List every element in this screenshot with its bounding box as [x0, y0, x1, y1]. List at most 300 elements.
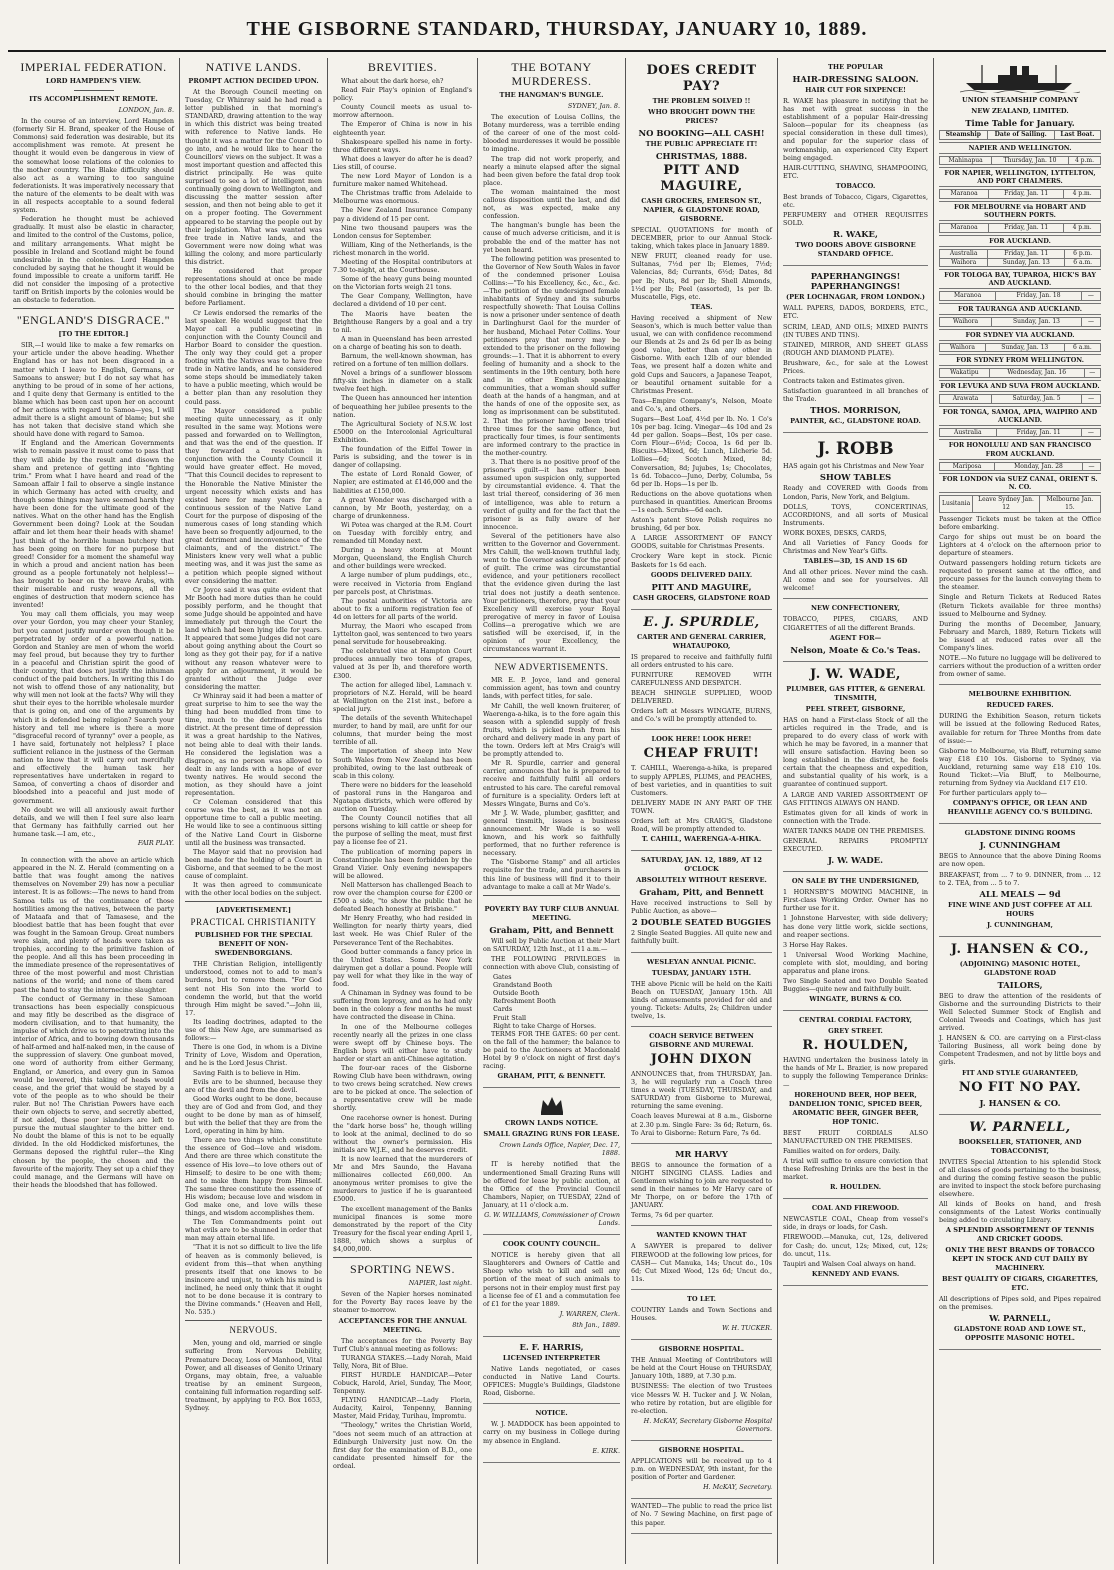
- ad-paragraph: THE above Picnic will be held on the Kaiti Beach on TUESDAY, January 15th. All kinds of amusements provided for old and young. Tickets: Adults, 2s; Children under twelve, 1s.: [631, 979, 772, 1020]
- article-paragraph: The County Council notifies that all persons wishing to kill cattle or sheep for the purpose of selling the meat, must first pay a license fee of 21.: [333, 814, 472, 847]
- article-paragraph: There are two things which constitute the essence of God—love and wisdom. And there are three which constitute the essence of His love—to love others out of Himself; to desire to be one with them; and to make them happy from Himself. The same three constitute the essence of His wisdom; because love and wisdom in God make one, and love wills these things, and wisdom accomplishes them.: [185, 1136, 322, 1218]
- article-paragraph: Mr Henry Freathy, who had resided in Wellington for nearly thirty years, died last week. He was Chief Ruler of the Perseverance Tent of the Rechabites.: [333, 914, 472, 947]
- table-row: [940, 190, 1101, 199]
- ad-paragraph: Terms, 7s 6d per quarter.: [631, 1211, 714, 1220]
- article-paragraph: During a heavy storm at Mount Morgan, Queensland, the English Church and other buildings were wrecked.: [333, 546, 472, 571]
- ad-paragraph: Contracts taken and Estimates given.: [783, 377, 905, 386]
- ad-text: [631, 1306, 772, 1322]
- article-paragraph: He considered that proper representations should at once be made to the other local bodies, and that they should combine in bringing the matter before Parliament.: [185, 267, 322, 308]
- ad-subtitle: (PER LOCHNAGAR, FROM LONDON.): [785, 293, 926, 302]
- ad-line: FIT AND STYLE GUARANTEED,: [961, 1068, 1079, 1077]
- table-cell: 4 p.m.: [1064, 224, 1101, 233]
- ad-firm: PITT AND MAGUIRE,: [660, 163, 743, 194]
- masthead: [8, 8, 1106, 52]
- table-cell: —: [1081, 292, 1100, 301]
- article-paragraph: Nine two thousand paupers was the London census for September.: [333, 223, 472, 240]
- ad-text: [783, 484, 928, 555]
- article-body: [185, 960, 322, 1316]
- article-paragraph: A man in Queensland has been arrested on a charge of beating his son to death.: [333, 334, 472, 351]
- ad-paragraph: T. CAHILL, Waerenga-a-hika, is prepared to supply APPLES, PLUMS, and PEACHES, of best varieties, and in quantities to suit Customers.: [631, 764, 772, 797]
- ad-line: THE PUBLIC APPRECIATE IT!: [645, 140, 758, 148]
- article-paragraph: Good Works ought to be done, because they are of God and from God, and they ought to be done by man as of himself, but with the belief that they are from the Lord, operating in him by him.: [185, 1094, 322, 1136]
- article-paragraph: The importation of sheep into New South Wales from New Zealand has been prohibited, owing to the last outbreak of scab in this colony.: [333, 747, 472, 780]
- signature: FAIR PLAY.: [137, 838, 174, 847]
- ad-paragraph: NEW FRUIT, cleaned ready for use. Sultanas, 7½d per lb; Elemes, 7½d; Valencias, 8d; Currants, 6½d; Dates, 8d per lb; Nuts, 8d per lb; Shell Almonds, 1½d per lb; Peel (assorted), 1s per lb. Muscatelle, Figs, etc.: [631, 252, 772, 301]
- table-cell: Australia: [940, 428, 997, 437]
- ad-subtitle: LICENSED INTERPRETER: [502, 1354, 601, 1362]
- ad-text: [783, 1129, 928, 1182]
- article-paragraph: What about the dark horse, eh?: [341, 77, 444, 85]
- table-cell: Melbourne Jan. 15.: [1039, 496, 1100, 512]
- article-paragraph: The excellent management of the Banks municipal finances is some more demonstrated by the report of the City Treasury for the fiscal year ending April 1, 1888, which shows a surplus of $4,000,000.: [333, 1204, 472, 1254]
- article-paragraph: What does a lawyer do after he is dead? Lies still, of course.: [333, 154, 472, 171]
- steamship-icon: [960, 63, 1080, 93]
- table-row: [940, 369, 1101, 378]
- ad-headline: CHEAP FRUIT!: [643, 746, 760, 762]
- ad-text: [631, 1502, 772, 1526]
- ad-line: WHO BROUGHT DOWN THE PRICES?: [648, 108, 755, 125]
- ad-paragraph: HAVING undertaken the business lately in the hands of Mr L. Brazier, is now prepared to supply the following Temperance Drinks:—: [783, 1056, 928, 1089]
- column-header: Last Boat.: [1054, 131, 1100, 140]
- article-paragraph: "Theology," writes the Christian World, "does not seem much of an attraction at Edinburgh University just now. On the first day for the examination of B.D., one candidate presented himself for the ordeal.: [333, 1421, 472, 1470]
- article-body: [13, 117, 174, 304]
- divider: [185, 901, 322, 902]
- timetable: [939, 130, 1101, 140]
- table-cell: Leave Sydney Jan. 12: [973, 496, 1040, 512]
- ad-title: DOES CREDIT PAY?: [646, 63, 757, 94]
- ad-wesleyan-picnic: [631, 953, 772, 1027]
- ad-line: A SPLENDID ASSORTMENT OF TENNIS AND CRICKET GOODS.: [945, 1226, 1095, 1244]
- article-paragraph: The celebrated vine at Hampton Court produces annually two tons of grapes, valued at 3s per lb, and therefore worth £300.: [333, 647, 472, 680]
- table-cell: Maranoa: [940, 224, 989, 233]
- sailing-table: [939, 291, 1101, 301]
- ad-title: ON SALE BY THE UNDERSIGNED,: [791, 877, 920, 886]
- ad-paragraph: Orders left at Messrs WINGATE, BURNS, and Co.'s will be promptly attended to.: [631, 707, 772, 724]
- ad-paragraph: Have received instructions to Sell by Public Auction, as above—: [631, 899, 772, 916]
- table-row: [940, 395, 1101, 404]
- ad-text: [783, 193, 928, 227]
- article-paragraph: THE Christian Religion, intelligently understood, comes not to add to man's burdens, but to remove them. "For God sent not His Son into the world to condemn the world, but that the world through Him might be saved."—John iii, 17.: [185, 960, 322, 1017]
- article-paragraph: No doubt we will all anxiously await further details, and we will then I feel sure also learn that Germany has faithfully carried out her humane task.—I am, etc.,: [13, 805, 174, 838]
- ad-paragraph: 1 Universal Wood Working Machine, complete with slot, moulding, and boring apparatus and plane irons.: [783, 950, 928, 975]
- ad-signature: J. W. WADE.: [827, 855, 883, 866]
- sailing-table: [939, 249, 1101, 267]
- ad-title: COAL AND FIREWOOD.: [811, 1204, 900, 1213]
- ad-subtitle: BOOKSELLER, STATIONER, AND TOBACCONIST,: [958, 1137, 1082, 1155]
- table-cell: Friday, Jan. 18: [996, 292, 1082, 301]
- ad-text: [939, 1295, 1101, 1311]
- article-paragraph: The woman maintained the most callous disposition until the last, and did not, as was expected, make any confession.: [483, 187, 620, 221]
- timetable-header: [940, 131, 1101, 140]
- ad-text: [631, 929, 772, 945]
- article-paragraph: The Mayor considered a public meeting quite unnecessary, as it only resulted in the same way. Motions were passed and forwarded on to Wellington, and that was the end of the question. If they forwarded a resolution in conjunction with the County Council it would have greater effect. He moved, "That this Council decides to represent to the Honorable the Native Minister the urgent necessity which exists and has existed here for many years for a continuous session of the Native Land Court for the purpose of disposing of the numerous cases of long standing which have been so frequently adjourned, to the great detriment and inconvenience of the claimants, and of the district." The Ministers knew very well what a public meeting was, and it was just the same as a petition which people signed without ever considering the matter.: [185, 406, 322, 585]
- ad-paragraph: Will sell by Public Auction at their Mart on SATURDAY, 12th Inst., at 11 a.m.—: [483, 936, 620, 953]
- sailing-table: [939, 495, 1101, 512]
- article-body: [13, 856, 174, 1189]
- article-paragraph: Some of the heavy guns being mounted on the Victorian forts weigh 21 tons.: [333, 275, 472, 292]
- list-item: Outside Booth: [493, 989, 540, 998]
- ad-subtitle: SMALL GRAZING RUNS FOR LEASE.: [483, 1130, 620, 1139]
- ad-paragraph: All descriptions of Pipes sold, and Pipes repaired on the premises.: [939, 1295, 1101, 1312]
- ad-title: COACH SERVICE BETWEEN GISBORNE AND MUREWAI.: [649, 1032, 754, 1049]
- column-5: [626, 58, 778, 1564]
- divider: [74, 90, 114, 91]
- article-paragraph: The Ten Commandments point out what evils are to be shunned in order that man may attain eternal life.: [185, 1218, 322, 1243]
- ad-line: HOREHOUND BEER, HOP BEER, DANDELION TONIC, SPICED BEER, AROMATIC BEER, GINGER BEER, HOP TONIC.: [788, 1090, 923, 1126]
- ad-text: [939, 515, 1101, 679]
- table-cell: Monday, Jan. 28: [995, 462, 1083, 471]
- article-paragraph: Seven of the Napier horses nominated for the Poverty Bay races leave by the steamer to-morrow.: [333, 1290, 472, 1315]
- table-cell: Friday, Jan. 11: [988, 249, 1065, 258]
- sailing-destination: FOR TOLOGA BAY, TUPAROA, HICK'S BAY AND AUCKLAND.: [939, 269, 1101, 289]
- ad-singing-class: [631, 1144, 772, 1227]
- ad-headline: 2 DOUBLE SEATED BUGGIES: [631, 917, 772, 928]
- ad-paragraph: Cargo for ships out must be on board the Lighters at 4 o'clock on the afternoon prior to departure of steamers.: [939, 532, 1101, 557]
- ad-dining-rooms: [939, 824, 1101, 936]
- ad-title: GISBORNE HOSPITAL.: [658, 1446, 745, 1454]
- ad-paragraph: A SAWYER is prepared to deliver FIREWOOD at the following low prices, for CASH— Cut Manuka, 14s; Uncut do., 10s 6d; Cut Mixed Wood, 12s 6d; Uncut do., 11s.: [631, 1242, 772, 1283]
- article-paragraph: The details of the seventh Whitechapel murder, to hand by mail, are unfit for our columns, that murder being the most terrible of all.: [333, 714, 472, 747]
- table-cell: Sunday, Jan. 13: [985, 343, 1064, 352]
- editor-tag: [TO THE EDITOR.]: [58, 330, 129, 339]
- article-paragraph: The Queen has announced her intention of bequeathing her jubilee presents to the nation.: [333, 394, 472, 419]
- divider: [13, 308, 174, 309]
- ad-paragraph: Gisborne to Melbourne, via Bluff, returning same way £18 £10 10s. Gisborne to Sydney, via Auckland, returning same way £18 £10 10s. Round Ticket:—Via Bluff, to Melbourne, returning from Sydney via Auckland £17 £10.: [939, 746, 1101, 788]
- divider: [185, 1320, 322, 1321]
- ad-text: [631, 764, 772, 833]
- article-paragraph: A great Wonder was discharged with a cannon, by Mr Booth, yesterday, on a charge of drunkenness.: [333, 495, 472, 520]
- article-body: [185, 88, 322, 897]
- table-cell: Waihora: [940, 343, 986, 352]
- ad-signature: J. WARREN, Clerk.: [559, 1309, 620, 1318]
- ad-coach-service: [631, 1027, 772, 1144]
- ad-interpreter: [483, 1337, 620, 1404]
- ad-hair-saloon: [783, 58, 928, 266]
- article-paragraph: The action for alleged libel, Lamnach v. proprietors of N.Z. Herald, will be heard at Wellington on the 21st inst., before a special jury.: [333, 680, 472, 713]
- column-6: [778, 58, 934, 1564]
- ad-paragraph: WORK BOXES, DESKS, CARDS,: [783, 528, 887, 537]
- article-paragraph: Saving Faith is to believe in Him.: [193, 1068, 301, 1077]
- list-item: Cards: [493, 1005, 513, 1014]
- article-body: [333, 1337, 472, 1471]
- masthead-title: THE GISBORNE STANDARD, THURSDAY, JANUARY 10, 1889.: [246, 17, 868, 40]
- ad-line: BEST QUALITY OF CIGARS, CIGARETTES, ETC.: [941, 1275, 1098, 1293]
- ad-paragraph: HAS on hand a First-class Stock of all the articles required in the Trade, and is prepared to do every class of work with which he may be favored, in a manner that will ensure satisfaction. Having been so long established in the district, he feels certain that the cheapness and expedition, and substantial quality of his work, is a guarantee of continued support.: [783, 715, 928, 789]
- ad-signature: J. HANSEN & CO.: [979, 1097, 1061, 1108]
- table-cell: Friday, Jan. 11: [989, 224, 1064, 233]
- ad-notice: [483, 1404, 620, 1462]
- sailing-table: [939, 189, 1101, 199]
- ad-title: CROWN LANDS NOTICE.: [504, 1119, 599, 1128]
- article-paragraph: The estate of Lord Ronald Gower, of Napier, are estimated at £146,000 and the liabilities at £150,000.: [333, 470, 472, 495]
- column-4: [478, 58, 626, 1564]
- table-cell: Arawata: [940, 395, 992, 404]
- ad-title: NEW CONFECTIONERY,: [811, 604, 900, 613]
- article-paragraph: One racehorse owner is honest. During the "dark horse boss" he, though willing to look at the animal, declined to do so without the owner's permission. His initials are W.J.E., and he deserves credit.: [333, 1113, 472, 1154]
- sailing-destination: FOR MELBOURNE via HOBART AND SOUTHERN PORTS.: [939, 201, 1101, 221]
- ad-line: FINE WINE AND JUST COFFEE AT ALL HOURS: [948, 900, 1092, 918]
- ad-cordial-factory: [783, 1011, 928, 1199]
- table-row: [940, 318, 1101, 327]
- ad-text: [483, 1251, 620, 1308]
- ad-text: [783, 568, 928, 592]
- ad-paragraph: THE Annual Meeting of Contributors will be held at the Court House on THURSDAY, January 10th, 1889, at 7.30 p.m.: [631, 1356, 772, 1381]
- ad-paragraph: And all Varieties of Fancy Goods for Christmas and New Year's Gifts.: [783, 539, 928, 556]
- ad-firm: R. HOULDEN,: [802, 1038, 909, 1054]
- ad-address: PAINTER, &C., GLADSTONE ROAD.: [790, 417, 921, 426]
- ad-paragraph: Taupiri and Walsen Coal always on hand.: [783, 1259, 916, 1268]
- ad-paragraph: BEG to draw the attention of the residents of Gisborne and the surrounding Districts to their Well Selected Summer Stock of English and Colonial Tweeds and Coatings, which has just arrived.: [939, 991, 1101, 1033]
- ad-line: THE POPULAR: [827, 63, 884, 71]
- article-title-practical-christianity: PRACTICAL CHRISTIANITY: [190, 917, 317, 928]
- article-paragraph: Cr Whinray said it had been a matter of great surprise to him to see the way the thing had been muddled from time to time, much to the detriment of this district. At the present time of depression it was a great hardship to the Natives, not being able to deal with their lands. He considered the legislation was a disgrace, as no person was allowed to dealt in any lands with a hope of ever twenty natives. He would second the motion, as they should have a joint representation.: [185, 691, 323, 798]
- ad-paragraph: 1 Johnstone Harvester, with side delivery; has done very little work, sickle sections, and reaper sections.: [783, 914, 928, 939]
- ad-title: WESLEYAN ANNUAL PICNIC.: [646, 957, 757, 966]
- article-subhead: ACCEPTANCES FOR THE ANNUAL MEETING.: [338, 1316, 467, 1334]
- ad-line: AGENT FOR—: [829, 633, 882, 642]
- ad-line: TABLES—3D, 1S AND 1S 6D: [803, 557, 908, 566]
- article-subhead: THE HANGMAN'S BUNGLE.: [499, 91, 604, 99]
- ad-signature: THOS. MORRISON,: [810, 405, 901, 416]
- ad-signature: W. H. TUCKER.: [722, 1324, 772, 1333]
- article-body: [483, 113, 620, 653]
- column-3: [328, 58, 478, 1564]
- ad-paragraph: Estimates given for all kinds of work in connection with the Trade.: [783, 808, 928, 825]
- ad-line: ABSOLUTELY WITHOUT RESERVE.: [636, 876, 767, 885]
- table-cell: Lusitania: [940, 496, 973, 512]
- ad-firm: J. ROBB: [817, 439, 894, 460]
- article-paragraph: Good butter commands a fancy price in the United States. Some New York dairymen get a dollar a pound. People will pay well for what they like in the way of food.: [333, 947, 472, 989]
- article-body: [13, 341, 174, 838]
- sailings-list: [939, 142, 1101, 513]
- article-paragraph: Its leading doctrines, adapted to the use of this New Age, are summarised as follows:—: [185, 1017, 322, 1043]
- ad-paragraph: Orders left at Mrs CRAIG'S, Gladstone Road, will be promptly attended to.: [631, 816, 772, 834]
- ad-text: [631, 1457, 772, 1481]
- article-subhead: PUBLISHED FOR THE SPECIAL BENEFIT OF NON-SWEDENBORGIANS.: [194, 931, 313, 958]
- ad-signature: GRAHAM, PITT, & BENNETT.: [497, 1072, 606, 1081]
- article-paragraph: The acceptances for the Poverty Bay Turf Club's annual meeting as follows:: [333, 1336, 472, 1353]
- ad-firm: J. W. WADE,: [810, 666, 901, 682]
- ad-subtitle: CASH GROCERS, EMERSON ST., NAPIER, & GLADSTONE ROAD, GISBORNE.: [641, 197, 762, 223]
- list-item: Gates: [493, 973, 512, 982]
- ad-headline: TAILORS,: [997, 979, 1043, 990]
- ad-line: ALL MEALS — 9d: [979, 888, 1061, 899]
- ad-line: GOODS DELIVERED DAILY.: [650, 570, 753, 579]
- ad-parnell: [939, 1115, 1101, 1351]
- ad-line: CHRISTMAS, 1888.: [655, 151, 748, 161]
- ad-text: [783, 716, 928, 854]
- ad-text: [631, 1242, 772, 1282]
- ad-paragraph: APPLICATIONS will be received up to 4 p.m. on WEDNESDAY, 9th instant, for the position of Porter and Gardener.: [631, 1457, 772, 1482]
- ad-paperhangings: [783, 266, 928, 433]
- ad-title: NOTICE.: [535, 1409, 568, 1418]
- ad-paragraph: R. WAKE has pleasure in notifying that he has met with great success in the establishment of a popular Hair-dressing Saloon—popular for its cheapness (as special consideration in these dull times), and popular for the superior class of workmanship, an experienced City Expert being engaged.: [783, 97, 928, 162]
- ad-title: GISBORNE HOSPITAL.: [658, 1345, 745, 1354]
- table-row: [940, 292, 1101, 301]
- ad-paragraph: 2 Single Seated Buggies. All quite new and faithfully built.: [631, 929, 772, 946]
- ad-title: TO LET.: [687, 1294, 716, 1303]
- ad-hospital-meeting: [631, 1340, 772, 1441]
- sailing-table: [939, 343, 1101, 353]
- article-paragraph: TURANGA STAKES.—Lady Norah, Maid Telly, Nora, Bit of Blue.: [333, 1353, 472, 1370]
- ad-text: [631, 899, 772, 915]
- article-paragraph: Mr R. Spurdle, carrier and general carrier, announces that he is prepared to receive and faithfully fulfil all orders entrusted to his care. The careful removal of furniture is a speciality. Orders left at Messrs Wingate, Burns and Co's.: [483, 759, 620, 808]
- ad-title: MELBOURNE EXHIBITION.: [968, 690, 1072, 699]
- column-header: Date of Sailing.: [987, 131, 1054, 140]
- table-cell: Maranoa: [940, 292, 996, 301]
- article-title-botany-murderess: THE BOTANY MURDERESS.: [511, 60, 592, 88]
- ad-paragraph: Native Lands negotiated, or cases conducted in Native Land Courts. OFFICES: Muggle's Buildings, Gladstone Road, Gisborne.: [483, 1365, 620, 1398]
- ad-on-sale: [783, 872, 928, 1011]
- article-title-nervous: NERVOUS.: [229, 1325, 278, 1336]
- ad-line: Nelson, Moate & Co.'s Teas.: [790, 644, 921, 655]
- dateline: LONDON, Jan. 8.: [118, 106, 174, 114]
- table-cell: 4 p.m.: [1068, 156, 1100, 165]
- table-cell: 4 p.m.: [1064, 190, 1101, 199]
- article-paragraph: It was then agreed to communicate with the other local bodies on the subject.: [185, 881, 322, 898]
- ad-headline: SHOW TABLES: [819, 472, 892, 483]
- ad-paragraph: Reductions on the above quotations when purchased in quantities. American Brooms—1s each. Scrubs—6d each.: [631, 489, 772, 514]
- ad-paragraph: Brushware, &c., for sale at the Lowest Prices.: [783, 358, 928, 375]
- ad-address: TWO DOORS ABOVE GISBORNE STANDARD OFFICE.: [795, 241, 916, 259]
- ad-title: GLADSTONE DINING ROOMS: [964, 829, 1076, 838]
- sailing-destination: FOR TAURANGA AND AUCKLAND.: [939, 303, 1101, 315]
- article-body: [185, 1339, 322, 1412]
- ad-hospital-applications: [631, 1441, 772, 1499]
- ad-paragraph: Ready and COVERED with Goods from London, Paris, New York, and Belgium.: [783, 484, 928, 501]
- ad-text: [783, 888, 928, 993]
- article-paragraph: The Emperor of China is now in his eighteenth year.: [333, 120, 472, 137]
- ad-address: GREY STREET.: [828, 1027, 883, 1036]
- table-cell: Saturday, Jan. 5: [991, 395, 1081, 404]
- article-title-imperial-federation: IMPERIAL FEDERATION.: [20, 60, 167, 74]
- ad-county-council: [483, 1235, 620, 1337]
- ad-pitt-maguire: [631, 58, 772, 610]
- article-paragraph: The foundation of the Eiffel Tower in Paris is subsiding, and the tower is in danger of collapsing.: [333, 445, 472, 470]
- ad-headline: PAPERHANGINGS! PAPERHANGINGS!: [810, 271, 901, 292]
- article-paragraph: Barnum, the well-known showman, has retired on a fortune of ten million dollars.: [333, 352, 472, 369]
- table-cell: —: [1081, 428, 1100, 437]
- article-paragraph: Cr Joyce said it was quite evident that Mr Booth had more duties than he could possibly perform, and he thought that some Judge should be appointed and have immediately put through the Court the land which had been lying idle for years. It appeared that some Judges did not care about going anything about the Court so long as they got their pay, for if a native without any reason whatever were to apply for an adjournment, it would be granted without the Judge ever considering the matter.: [185, 585, 322, 691]
- ad-signature: T. CAHILL, WAERENGA-A-HIKA.: [641, 835, 762, 844]
- ad-signature: R. HOULDEN.: [829, 1183, 882, 1192]
- sailing-destination: FOR NAPIER, WELLINGTON, LYTTELTON, AND PORT CHALMERS.: [939, 167, 1101, 187]
- table-row: [940, 258, 1101, 267]
- table-cell: —: [1082, 462, 1100, 471]
- article-paragraph: The New Zealand Insurance Company pay a dividend of 15 per cent.: [333, 206, 472, 223]
- ad-paragraph: Having received a shipment of New Season's, which is much better value than usual, we can with confidence recommend our Blends at 2s and 2s 6d per lb as being good value, better than any other in Gisborne. With each 12lb of our blended Teas, we present half a dozen white and gold Cups and Saucers, a Japanese Teapot, or beautiful ornament suitable for a Christmas Present.: [631, 313, 772, 395]
- ad-text: [631, 980, 772, 1020]
- columns: [8, 58, 1106, 1564]
- ad-paragraph: HAS again got his Christmas and New Year: [783, 462, 924, 471]
- table-cell: 6 p.m.: [1065, 249, 1101, 258]
- list-item: Grandstand Booth: [493, 981, 553, 990]
- ad-firm: JOHN DIXON: [650, 1052, 753, 1067]
- ad-firm: Graham, Pitt, and Bennett: [639, 887, 764, 898]
- ad-title: LOOK HERE! LOOK HERE!: [651, 735, 752, 744]
- article-paragraph: Nell Matterson has challenged Beach to row over the champion course for £200 or £500 a side, "to show the public that he defeated Beach honestly at Brisbane.": [333, 880, 472, 914]
- ad-address: (ADJOINING) MASONIC HOTEL, GLADSTONE ROAD: [959, 959, 1081, 977]
- table-row: [940, 156, 1101, 165]
- ad-subhead: TEAS.: [690, 302, 713, 311]
- ad-paragraph: A LARGE AND VARIED ASSORTMENT OF GAS FITTINGS ALWAYS ON HAND.: [783, 790, 928, 807]
- article-paragraph: A large number of plum puddings, etc., were received in Victoria from England per parcels post, at Christmas.: [333, 571, 472, 596]
- sailing-destination: FOR TONGA, SAMOA, APIA, WAIPIRO AND AUCKLAND.: [939, 406, 1101, 426]
- article-paragraph: Read Fair Play's opinion of England's policy.: [333, 86, 472, 103]
- ad-melbourne-exhibition: [939, 685, 1101, 824]
- ad-paragraph: For further particulars apply to—: [939, 789, 1048, 798]
- article-paragraph: The Gear Company, Wellington, have declared a dividend of 10 per cent.: [333, 292, 472, 309]
- table-cell: Australia: [940, 249, 988, 258]
- ad-paragraph: Coach leaves Murewai at 8 a.m., Gisborne at 2.30 p.m. Single Fare: 3s 6d; Return, 6s. To Arai to Gisborne: Return Fare, 7s 6d.: [631, 1112, 772, 1137]
- article-paragraph: 3. That there is no positive proof of the prisoner's guilt—it has rather been assumed upon suspicion only, supported by circumstantial evidence. 4. That the last trial thereof, considering of 36 men of intelligence, was able to return a verdict of guilty and for the fact that the prisoner is as fully aware of her innocence.: [483, 458, 620, 531]
- ad-paragraph: Best brands of Tobacco, Cigars, Cigarettes, etc.: [783, 192, 928, 210]
- divider: [333, 1257, 472, 1258]
- ad-paragraph: DOLLS, TOYS, CONCERTINAS, ACCORDIONS, and all sorts of Musical Instruments.: [783, 502, 928, 527]
- sailing-table: [939, 368, 1101, 378]
- ad-title: CENTRAL CORDIAL FACTORY,: [799, 1016, 912, 1025]
- ad-firm: J. CUNNINGHAM: [979, 840, 1061, 851]
- sailing-destination: FOR SYDNEY FROM WELLINGTON.: [939, 354, 1101, 366]
- sailing-table: [939, 223, 1101, 233]
- sailing-destination: FOR LONDON via SUEZ CANAL, ORIENT S. N. CO.: [939, 473, 1101, 493]
- ad-paragraph: Outward passengers holding return tickets are requested to present same at the office, and procure passes for the launch conveying them to the steamer.: [939, 559, 1101, 592]
- ad-paragraph: WANTED—The public to read the price list of No. 7 Sewing Machine, on first page of this paper.: [631, 1502, 772, 1527]
- article-paragraph: SIR,—I would like to make a few remarks on your article under the above heading. Whether England has or has not been disgraced in a matter which I leave to English, Germans, or Samoans to answer; but I do not say what has anything to be proud of in some of her actions, and I quite deny that Germany is entitled to the blame which has been cast upon her on account of her actions with regard to Samoa—yes, I will admit there is a slight amount of blame; but she has not taken that decisive stand which she should have done with regard to Samoa.: [13, 341, 174, 439]
- ad-subtitle: REDUCED FARES.: [986, 701, 1054, 710]
- ad-paragraph: NEWCASTLE COAL, Cheap from vessel's side, in drays or loads, for Cash.: [783, 1215, 928, 1232]
- sailing-table: [939, 428, 1101, 438]
- table-cell: 6 a.m.: [1065, 258, 1101, 267]
- article-body: [483, 676, 620, 890]
- article-paragraph: Cr Coleman considered that this course was the best, as it was not an opportune time to call a public meeting. He would like to see a continuous sitting of the Native Land Court in Gisborne until all the business was transacted.: [185, 798, 322, 847]
- list-item: Refreshment Booth: [493, 997, 556, 1006]
- ad-paragraph: 3 Horse Hay Rakes.: [783, 940, 848, 949]
- article-subhead: ITS ACCOMPLISHMENT REMOTE.: [29, 95, 158, 103]
- ad-paragraph: HAIR-CUTTING, SHAVING, SHAMPOOING, ETC.: [783, 163, 928, 180]
- ad-paragraph: Families waited on for orders, Daily.: [783, 1146, 901, 1155]
- article-title-brevities: BREVITIES.: [367, 60, 438, 74]
- ad-text: [783, 1215, 928, 1268]
- article-subhead: LORD HAMPDEN'S VIEW.: [45, 77, 142, 85]
- ad-paragraph: Aston's patent Stove Polish requires no brushing, 6d per box.: [631, 516, 772, 533]
- ad-paragraph: STAINED, MIRROR, AND SHEET GLASS (ROUGH AND DIAMOND PLATE).: [783, 340, 928, 357]
- ad-turf-club: [483, 900, 620, 1089]
- table-cell: Thursday, Jan. 10: [992, 156, 1069, 165]
- table-cell: 6 a.m.: [1064, 343, 1100, 352]
- article-paragraph: Federation he thought must be achieved gradually. It must also be elastic in character, and limited to the control of the Customs, police, and military arrangements. What might be possible in Ireland and Scotland might be found undesirable in the colonies. Lord Hampden concluded by saying that he thought it would be found impossible to create a uniform tariff. He did not consider the imposing of a protective tariff on British imports by the colonies would be an obstacle to federation.: [13, 215, 174, 305]
- ad-paragraph: COUNTRY Lands and Town Sections and Houses.: [631, 1305, 772, 1322]
- article-paragraph: County Council meets as usual to-morrow afternoon.: [333, 103, 472, 120]
- article-paragraph: The conduct of Germany in these Samoan transactions has been especially conspicuous and may fitly be described as the disgrace of modern civilisation, and to that humanity, the impulse of which drive us to penetrating into the interior of Africa, and to bowing down thousands of half-armed and half-naked men, in the cause of the suppression of slavery. One gunboat moved, one word of authority from either Germany, England, or America, and every gun in Samoa would be lowered, this taking of heads would cease, and the grief that would be stayed by a vote of the people as to who should be their ruler. But no! The Christian Powers have each their own objects to serve, and secretly abetted, if not aided, these poor islanders are left to pursue the mutual slaughter to the bitter end. No doubt the blame of this is not to be equally divided. In the old Hoddicked misfortunes, the Germans deposed the rightful ruler—the King chosen by the people, the chosen and the favourite of the majority. They set up a chief they could manage, and the Germans will have on their heads the bloodshed that has followed.: [13, 994, 174, 1189]
- ad-signature: R. WAKE,: [833, 229, 878, 240]
- ad-headline: NO FIT NO PAY.: [958, 1079, 1082, 1095]
- ad-title: WANTED KNOWN THAT: [656, 1231, 747, 1240]
- table-cell: Wednesday, Jan. 16: [989, 369, 1084, 378]
- table-row: [940, 428, 1101, 437]
- ad-paragraph: Sugars—Best Loaf, 4½d per lb. No. 1 Co's 10s per bag. Icing. Vinegar—4s 10d and 2s 4d per gallon. Soaps—Best, 10s per case. Corn Flour—6½d; Cocoa, 1s 6d per lb. Biscuits—Mixed, 6d; Lunch, Lilcherie 5d. Lollies—6d; Scotch Mixed, 8d; Conversation, 8d; Jujubes, 1s; Chocolates, 1s 6d. Tobacco—Juno, Derby, Columba, 5s 6d per lb. Hops—1s per lb.: [631, 414, 772, 488]
- list-item: Fruit Stall: [493, 1013, 527, 1022]
- ad-paragraph: BUSINESS: The election of two Trustees vice Messrs W. H. Tucker and J. W. Nolan, who retire by rotation, but are eligible for re-election.: [631, 1382, 772, 1415]
- table-cell: Mahinapua: [940, 156, 992, 165]
- ad-text: [939, 1158, 1101, 1225]
- ad-text: [939, 992, 1101, 1067]
- ad-text: [631, 1161, 772, 1220]
- ad-address: PEEL STREET, GISBORNE,: [805, 704, 906, 713]
- table-row: [940, 462, 1101, 471]
- article-paragraph: Several of the petitioners have also written to the Governor and Government. Mrs Cahill, the well-known truthful lady, went to the Governor asking for the proof of guilt. The crime was circumstantial evidence, and your petitioners recollect that the evidence given during the last trial does not justify a death sentence. Your petitioners, therefore, pray that your Excellency will exercise your Royal prerogative of mercy in favor of Louisa Collins—a prerogative which we are satisfied will be exercised, if, in the opinion of your Excellency, the circumstances warrant it.: [483, 531, 620, 654]
- ad-text: [631, 226, 772, 301]
